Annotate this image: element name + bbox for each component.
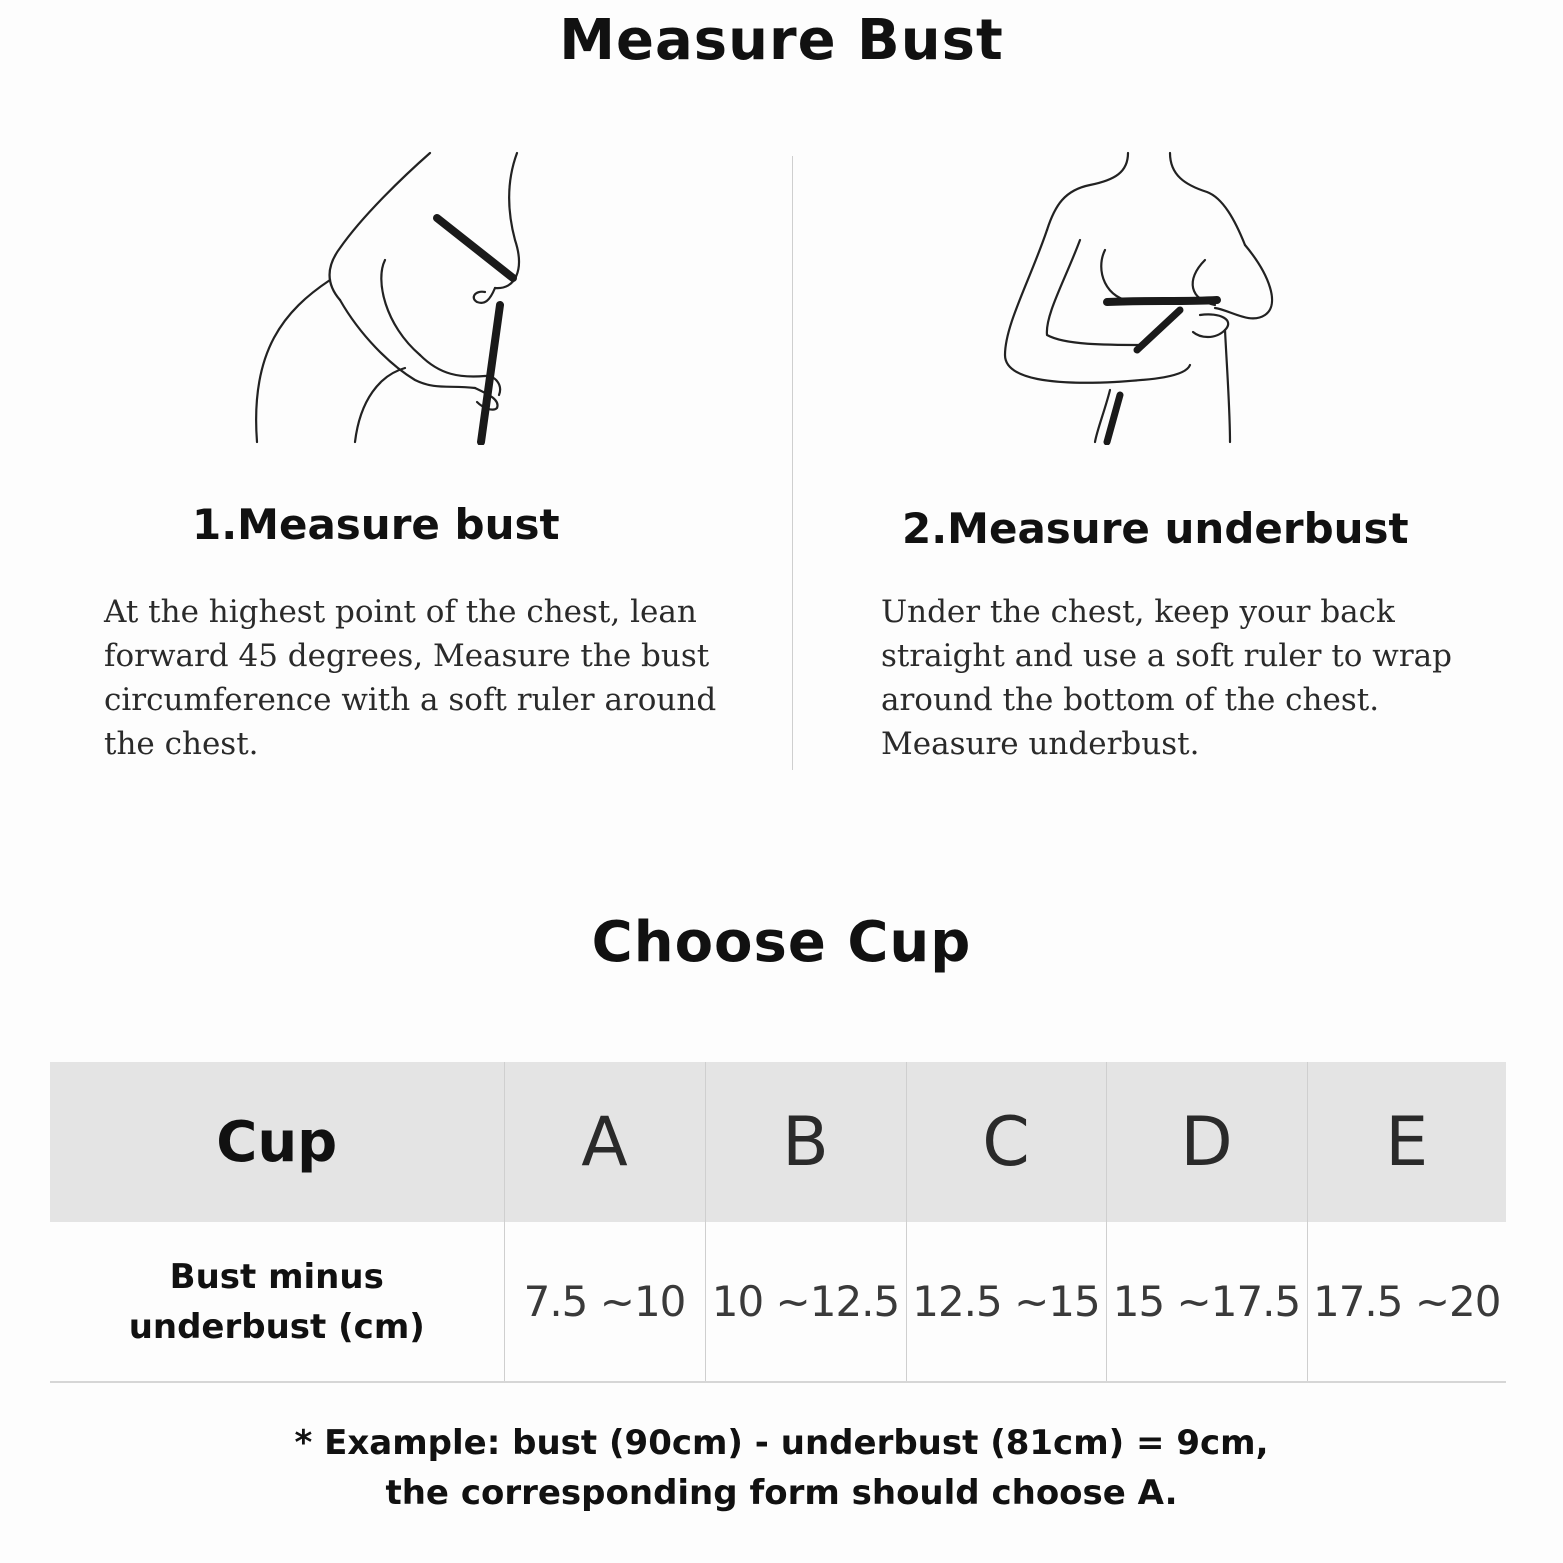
table-row [50,1222,1506,1382]
example-note [0,1418,1563,1518]
example-note-line2: the corresponding form should choose A. [385,1473,1178,1513]
example-note-line1: * Example: bust (90cm) - underbust (81cm) = 9cm, [294,1423,1269,1463]
table-cell: 10 ~12.5 [705,1222,906,1382]
table-cell: 17.5 ~20 [1307,1222,1506,1382]
measure-underbust-illustration [995,150,1295,445]
table-cell: 12.5 ~15 [906,1222,1106,1382]
row-label: Bust minus underbust (cm) [128,1256,425,1347]
table-header-row [50,1062,1506,1222]
cup-column-d: D [1106,1062,1307,1222]
cup-column-e: E [1307,1062,1506,1222]
measure-bust-title: Measure Bust [559,8,1004,73]
cup-size-table [50,1062,1506,1383]
table-cell: 15 ~17.5 [1106,1222,1307,1382]
step1-title: 1.Measure bust [192,500,560,549]
cup-header-label: Cup [216,1109,338,1175]
choose-cup-title: Choose Cup [591,910,972,975]
step1-description: At the highest point of the chest, lean forward 45 degrees, Measure the bust circumference with a soft ruler around the chest. [104,594,717,762]
step2-title: 2.Measure underbust [902,504,1409,553]
cup-column-c: C [906,1062,1106,1222]
table-cell: 7.5 ~10 [504,1222,705,1382]
column-divider [792,156,793,770]
step2-description: Under the chest, keep your back straight and use a soft ruler to wrap around the bottom of the chest. Measure underbust. [881,594,1452,762]
cup-column-a: A [504,1062,705,1222]
measure-bust-illustration [245,150,545,445]
cup-column-b: B [705,1062,906,1222]
